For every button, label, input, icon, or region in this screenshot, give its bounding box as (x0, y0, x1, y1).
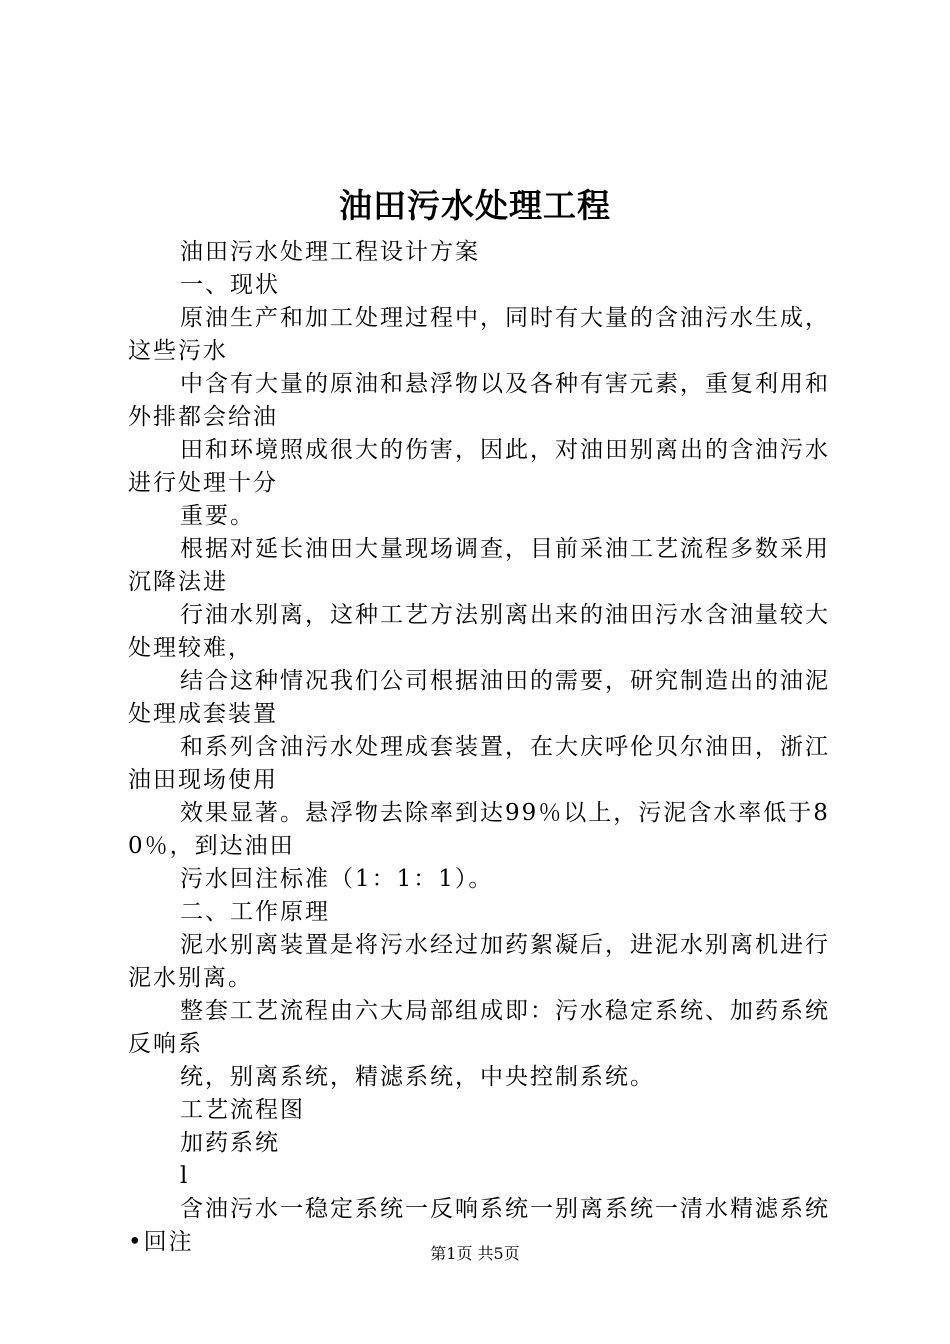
paragraph-line: 原油生产和加工处理过程中，同时有大量的含油污水生成，这些污水 (128, 305, 830, 364)
paragraph-line: 结合这种情况我们公司根据油田的需要，研究制造出的油泥处理成套装置 (128, 668, 830, 727)
paragraph-line: 油田污水处理工程设计方案 (180, 239, 480, 265)
paragraph-line: 根据对延长油田大量现场调查，目前采油工艺流程多数采用沉降法进 (128, 536, 830, 595)
paragraph-line: 中含有大量的原油和悬浮物以及各种有害元素，重复利用和外排都会给油 (128, 371, 830, 430)
paragraph-line: 重要。 (180, 503, 255, 529)
document-body (128, 236, 840, 1259)
paragraph-line: 行油水别离，这种工艺方法别离出来的油田污水含油量较大处理较难， (128, 602, 830, 661)
paragraph-line: 和系列含油污水处理成套装置，在大庆呼伦贝尔油田，浙江油田现场使用 (128, 734, 830, 793)
document-title: 油田污水处理工程 (339, 186, 611, 225)
paragraph-line: 污水回注标准（1：1：1）。 (180, 866, 494, 892)
paragraph-line: 泥水别离装置是将污水经过加药絮凝后，进泥水别离机进行泥水别离。 (128, 932, 830, 991)
paragraph-line: 含油污水一稳定系统一反响系统一别离系统一清水精滤系统•回注 (128, 1196, 830, 1255)
paragraph-line: 效果显著。悬浮物去除率到达99％以上，污泥含水率低于80％，到达油田 (128, 800, 830, 859)
paragraph-line: 统，别离系统，精滤系统，中央控制系统。 (180, 1064, 655, 1090)
paragraph-line: 工艺流程图 (180, 1097, 305, 1123)
paragraph-line: l (180, 1163, 190, 1189)
paragraph-line: 加药系统 (180, 1130, 280, 1156)
section-heading: 二、工作原理 (180, 899, 330, 925)
paragraph-line: 整套工艺流程由六大局部组成即：污水稳定系统、加药系统反响系 (128, 998, 830, 1057)
paragraph-line: 田和环境照成很大的伤害，因此，对油田别离出的含油污水进行处理十分 (128, 437, 830, 496)
page-footer: 第1页 共5页 (430, 1244, 520, 1263)
section-heading: 一、现状 (180, 272, 280, 298)
